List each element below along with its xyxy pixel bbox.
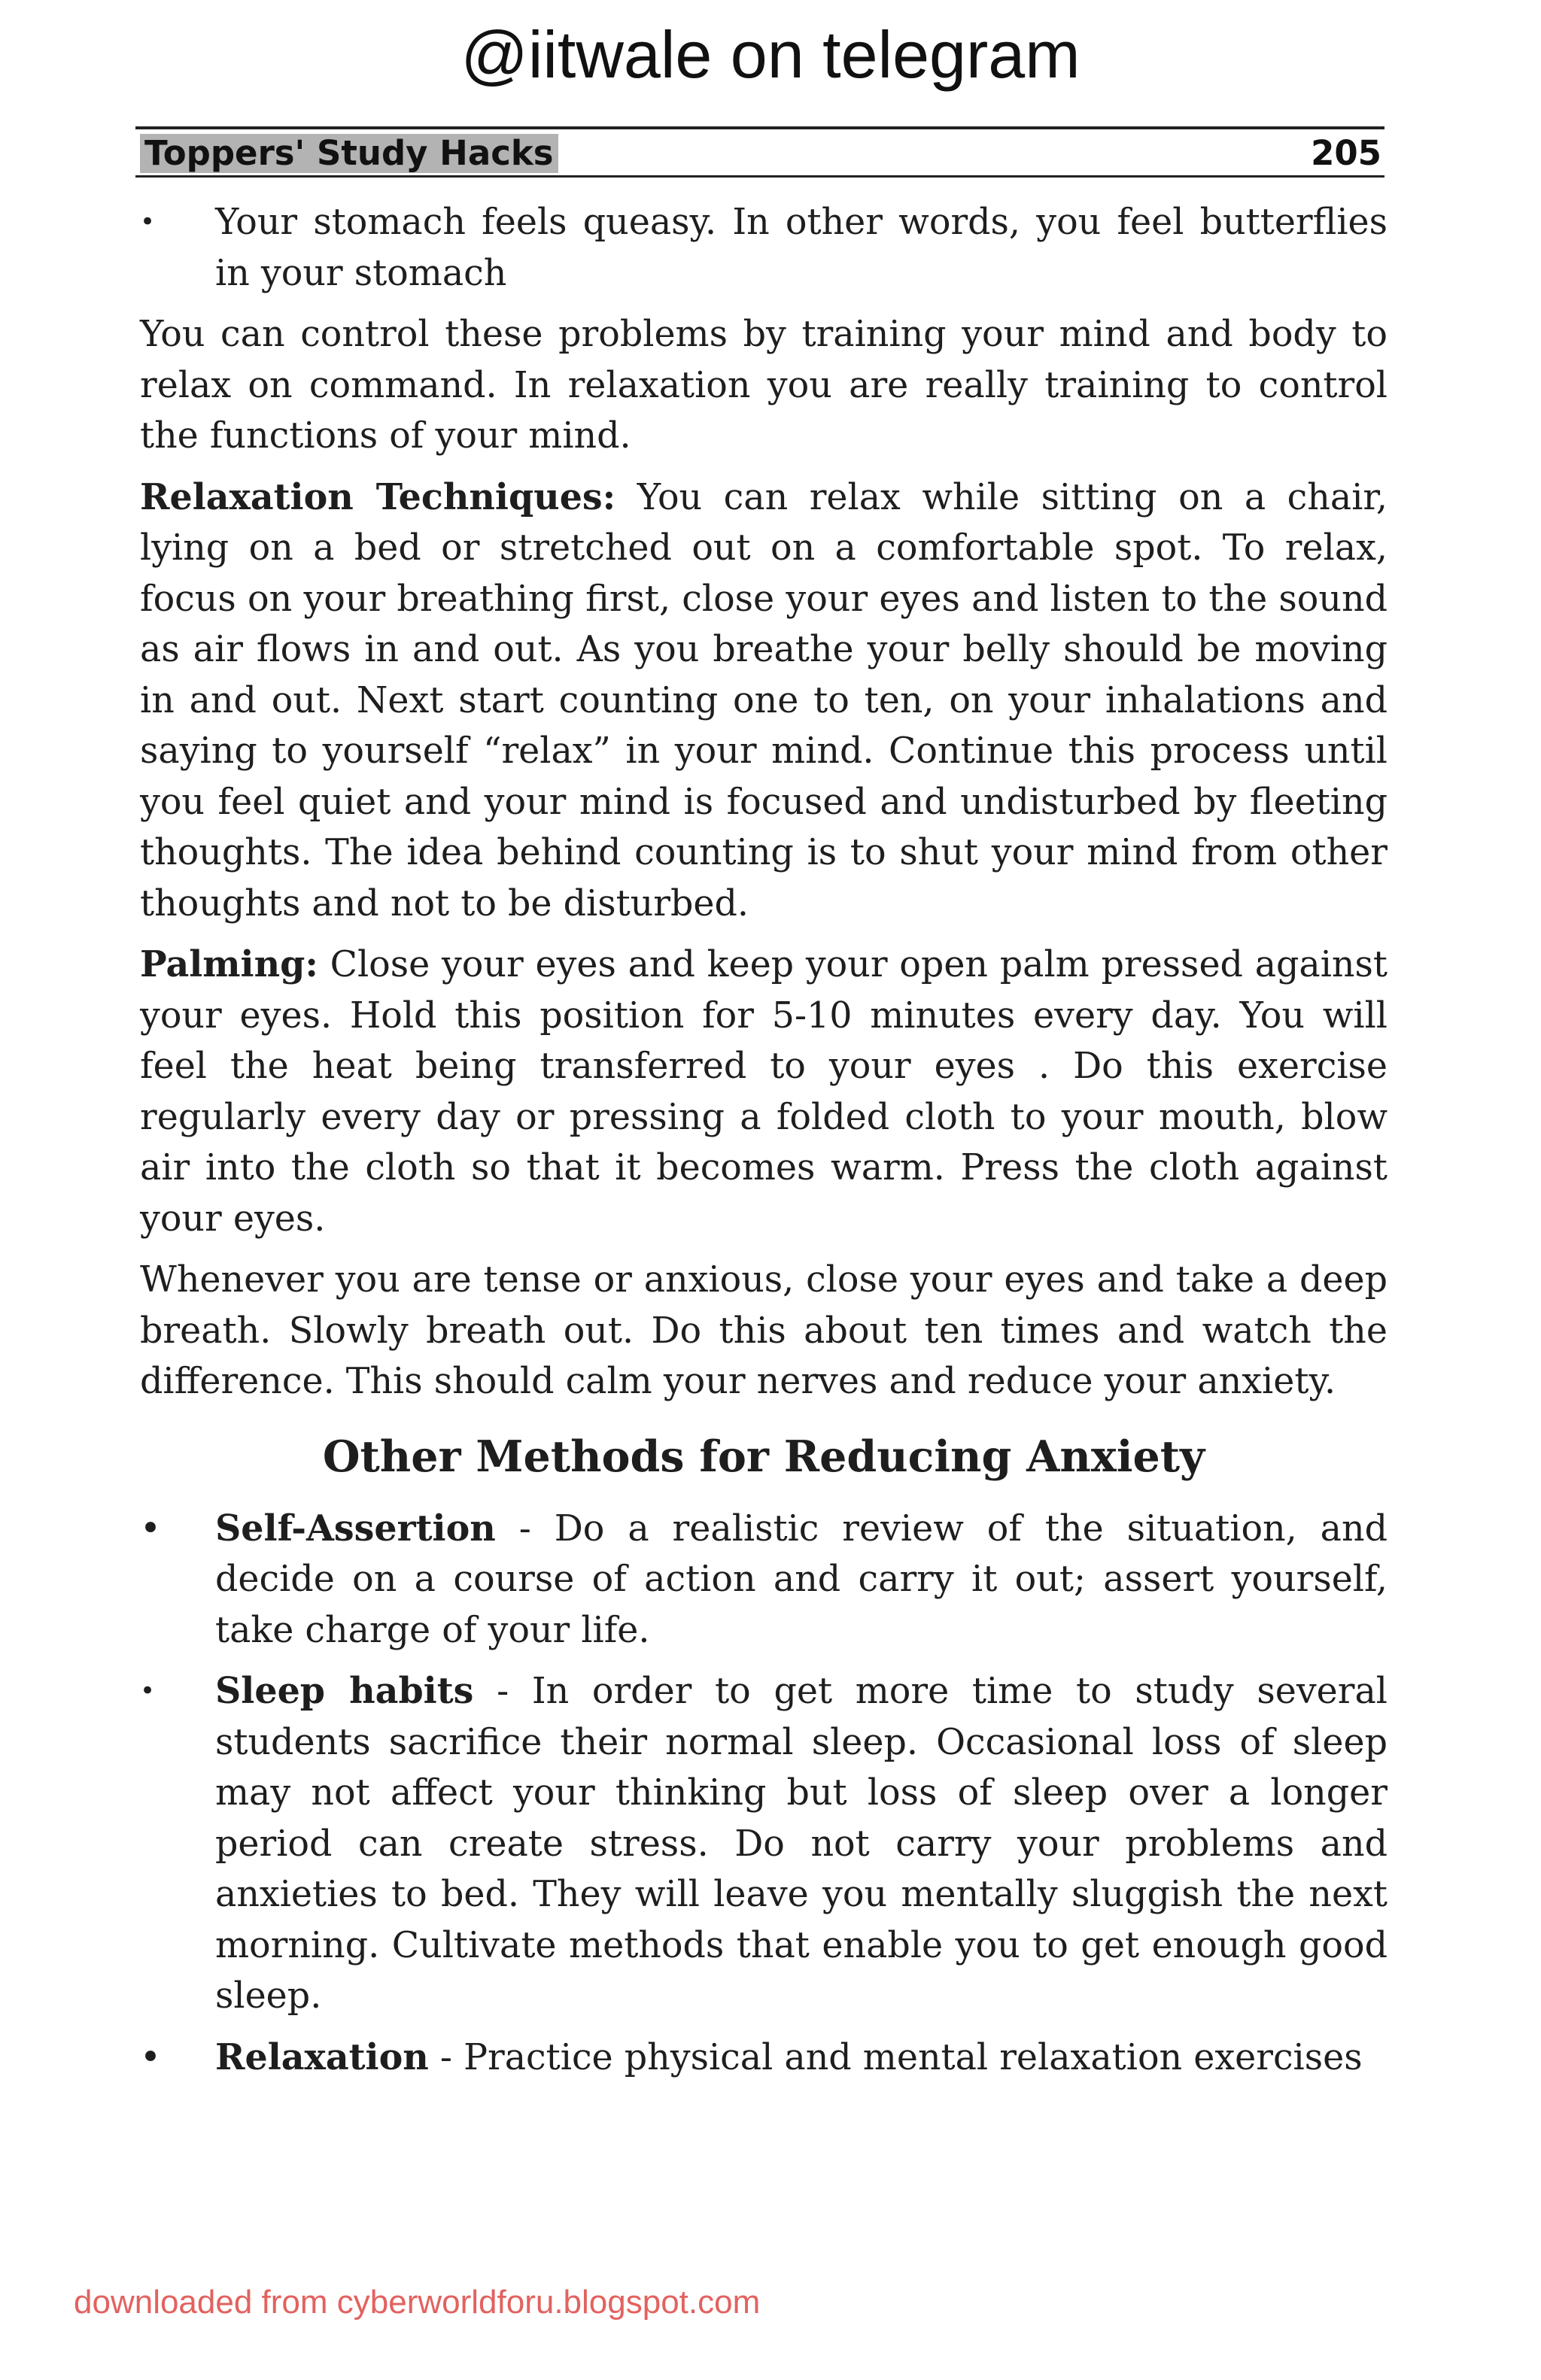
list-item [140,1666,1388,2022]
list-item-label: Self-Assertion [215,1507,496,1550]
palming-label: Palming: [140,943,318,985]
bullet-stomach [140,197,1388,299]
bullet-mark: • [140,1507,162,1550]
relaxation-techniques-label: Relaxation Techniques: [140,475,616,518]
paragraph-tense: Whenever you are tense or anxious, close your eyes and take a deep breath. Slowly breath out. Do this about ten times and watch the difference. This should calm your nerves and reduce your anxiety. [140,1259,1388,1402]
bullet-mark: • [140,2036,162,2078]
download-watermark: downloaded from cyberworldforu.blogspot.com [74,2284,761,2321]
list-item-text: - Do a realistic review of the situation, and decide on a course of action and carry it out; assert yourself, take charge of your life. [215,1507,1388,1651]
relaxation-techniques-text: You can relax while sitting on a chair, lying on a bed or stretched out on a comfortable spot. To relax, focus on your breathing first, close your eyes and listen to the sound as air flows in and out. As you breathe your belly should be moving in and out. Next start counting one to ten, on your inhalations and saying to yourself “relax” in your mind. Continue this process until you feel quiet and your mind is focused and undisturbed by fleeting thoughts. The idea behind counting is to shut your mind from other thoughts and not to be disturbed. [140,476,1388,924]
paragraph-control: You can control these problems by training your mind and body to relax on command. In relaxation you are really training to control the functions of your mind. [140,314,1388,457]
bullet-mark: • [140,1676,156,1706]
running-header [135,126,1384,178]
list-item-text: - In order to get more time to study several students sacrifice their normal sleep. Occasional loss of sleep may not affect your thinking but loss of sleep over a longer period can create stress. Do not carry your problems and anxieties to bed. They will leave you mentally sluggish the next morning. Cultivate methods that enable you to get enough good sleep. [215,1671,1388,2017]
list-item-label: Sleep habits [215,1670,474,1712]
list-item-label: Relaxation [215,2035,429,2078]
paragraph-relaxation-techniques [140,472,1388,930]
palming-text: Close your eyes and keep your open palm pressed against your eyes. Hold this position for 5-10 minutes every day. You will feel the heat being transferred to your eyes . Do this exercise regularly every day or pressing a folded cloth to your mouth, blow air into the cloth so that it becomes warm. Press the cloth against your eyes. [140,944,1388,1240]
telegram-watermark: @iitwale on telegram [460,17,1081,92]
page-body [140,197,1388,2093]
book-title: Toppers' Study Hacks [140,134,558,173]
list-item-text: - Practice physical and mental relaxation exercises [428,2036,1363,2078]
page-number: 205 [1311,133,1381,173]
list-item [140,1504,1388,1656]
section-heading: Other Methods for Reducing Anxiety [322,1431,1205,1482]
bullet-stomach-text: Your stomach feels queasy. In other words, you feel butterflies in your stomach [215,202,1388,294]
paragraph-palming [140,940,1388,1244]
list-item [140,2032,1388,2084]
bullet-mark: • [140,207,156,237]
